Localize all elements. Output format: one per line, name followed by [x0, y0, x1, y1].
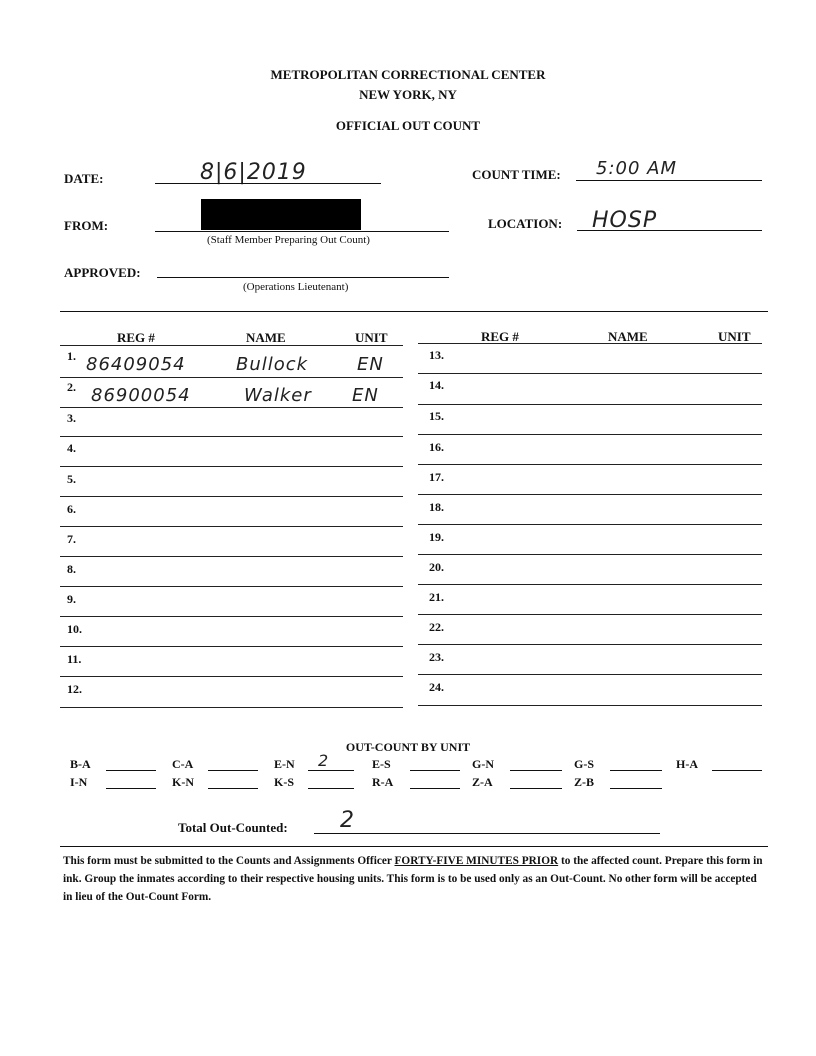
row-number: 23.: [429, 650, 444, 664]
row-number: 11.: [67, 652, 82, 666]
row-number: 19.: [429, 530, 444, 544]
unit-label: R-A: [372, 775, 394, 789]
unit-line: [106, 770, 156, 771]
row-line: [418, 434, 762, 435]
row-number: 2.: [67, 380, 76, 394]
count-time-line: [576, 180, 762, 181]
row-line: [60, 466, 403, 467]
unit-line: [106, 788, 156, 789]
form-title: OFFICIAL OUT COUNT: [335, 118, 481, 133]
row-unit: EN: [352, 385, 379, 406]
count-time-value: 5:00 AM: [596, 158, 677, 179]
count-time-label: COUNT TIME:: [472, 167, 561, 182]
unit-line: [610, 788, 662, 789]
row-line: [60, 646, 403, 647]
row-number: 21.: [429, 590, 444, 604]
row-line: [418, 343, 762, 344]
row-line: [60, 556, 403, 557]
unit-line: [410, 770, 460, 771]
footer-part-2: to the affected count. Prepare this form in ink. Group the inmates according to their respective housing units. This form is to be used only as an Out-Count. No other form will be accepted in lieu of the Out-Count Form.: [63, 855, 763, 903]
row-number: 24.: [429, 680, 444, 694]
unit-line: [208, 788, 258, 789]
row-line: [60, 586, 403, 587]
row-number: 20.: [429, 560, 444, 574]
unit-label: I-N: [70, 775, 88, 789]
row-line: [418, 554, 762, 555]
row-line: [60, 496, 403, 497]
from-caption: (Staff Member Preparing Out Count): [207, 234, 370, 246]
unit-line: [510, 770, 562, 771]
row-number: 6.: [67, 502, 76, 516]
row-number: 16.: [429, 440, 444, 454]
unit-label: K-S: [274, 775, 295, 789]
unit-label: K-N: [172, 775, 194, 789]
unit-label: H-A: [676, 757, 698, 771]
org-city: NEW YORK, NY: [359, 87, 457, 102]
approved-line: [157, 277, 449, 278]
row-number: 17.: [429, 470, 444, 484]
footer-rule: [60, 846, 768, 847]
row-line: [418, 373, 762, 374]
row-line: [60, 407, 403, 408]
unit-line: [208, 770, 258, 771]
row-reg: 86409054: [86, 354, 186, 375]
unit-label: E-S: [372, 757, 391, 771]
approved-label: APPROVED:: [64, 265, 141, 280]
header-reg-right: REG #: [481, 329, 519, 344]
row-number: 10.: [67, 622, 82, 636]
row-unit: EN: [357, 354, 384, 375]
from-line: [155, 231, 449, 232]
unit-line: [610, 770, 662, 771]
unit-label: G-S: [574, 757, 595, 771]
row-number: 15.: [429, 409, 444, 423]
total-label: Total Out-Counted:: [178, 820, 288, 835]
row-reg: 86900054: [91, 385, 191, 406]
row-line: [60, 707, 403, 708]
unit-label: C-A: [172, 757, 194, 771]
row-number: 9.: [67, 592, 76, 606]
row-number: 22.: [429, 620, 444, 634]
row-line: [418, 644, 762, 645]
row-line: [60, 526, 403, 527]
row-line: [60, 436, 403, 437]
row-number: 5.: [67, 472, 76, 486]
row-line: [418, 584, 762, 585]
row-number: 13.: [429, 348, 444, 362]
footer-part-1: This form must be submitted to the Counts and Assignments Officer: [63, 855, 395, 867]
row-number: 7.: [67, 532, 76, 546]
unit-line: [308, 788, 354, 789]
unit-line: [510, 788, 562, 789]
unit-line: [410, 788, 460, 789]
row-line: [418, 464, 762, 465]
date-line: [155, 183, 381, 184]
row-number: 14.: [429, 378, 444, 392]
row-line: [418, 524, 762, 525]
footer-emphasis: FORTY-FIVE MINUTES PRIOR: [394, 855, 559, 867]
from-label: FROM:: [64, 218, 109, 233]
row-line: [60, 377, 403, 378]
unit-label: E-N: [274, 757, 295, 771]
row-line: [60, 616, 403, 617]
row-line: [60, 676, 403, 677]
row-number: 18.: [429, 500, 444, 514]
location-line: [577, 230, 762, 231]
redaction-block: [201, 199, 361, 230]
footer-text: [63, 852, 763, 906]
unit-label: Z-A: [472, 775, 493, 789]
header-unit-left: UNIT: [355, 330, 388, 345]
unit-value: 2: [318, 751, 330, 770]
row-name: Bullock: [236, 354, 309, 375]
row-line: [418, 494, 762, 495]
total-value: 2: [340, 808, 355, 833]
unit-label: Z-B: [574, 775, 595, 789]
row-line: [60, 345, 403, 346]
total-line: [314, 833, 660, 834]
out-count-title: OUT-COUNT BY UNIT: [345, 740, 471, 754]
date-label: DATE:: [64, 171, 104, 186]
approved-caption: (Operations Lieutenant): [243, 281, 349, 293]
row-number: 8.: [67, 562, 76, 576]
row-line: [418, 614, 762, 615]
header-name-right: NAME: [608, 329, 648, 344]
row-number: 1.: [67, 349, 76, 363]
unit-label: B-A: [70, 757, 91, 771]
row-line: [418, 674, 762, 675]
header-name-left: NAME: [246, 330, 286, 345]
header-unit-right: UNIT: [718, 329, 751, 344]
unit-label: G-N: [472, 757, 494, 771]
row-number: 3.: [67, 411, 76, 425]
table-top-rule: [60, 311, 768, 312]
row-name: Walker: [244, 385, 312, 406]
row-line: [418, 705, 762, 706]
row-number: 12.: [67, 682, 82, 696]
date-value: 8|6|2019: [200, 160, 307, 185]
unit-line: [308, 770, 354, 771]
row-number: 4.: [67, 441, 76, 455]
unit-line: [712, 770, 762, 771]
org-name: METROPOLITAN CORRECTIONAL CENTER: [270, 67, 546, 82]
row-line: [418, 404, 762, 405]
header-reg-left: REG #: [117, 330, 155, 345]
location-label: LOCATION:: [488, 216, 563, 231]
location-value: HOSP: [592, 208, 658, 233]
